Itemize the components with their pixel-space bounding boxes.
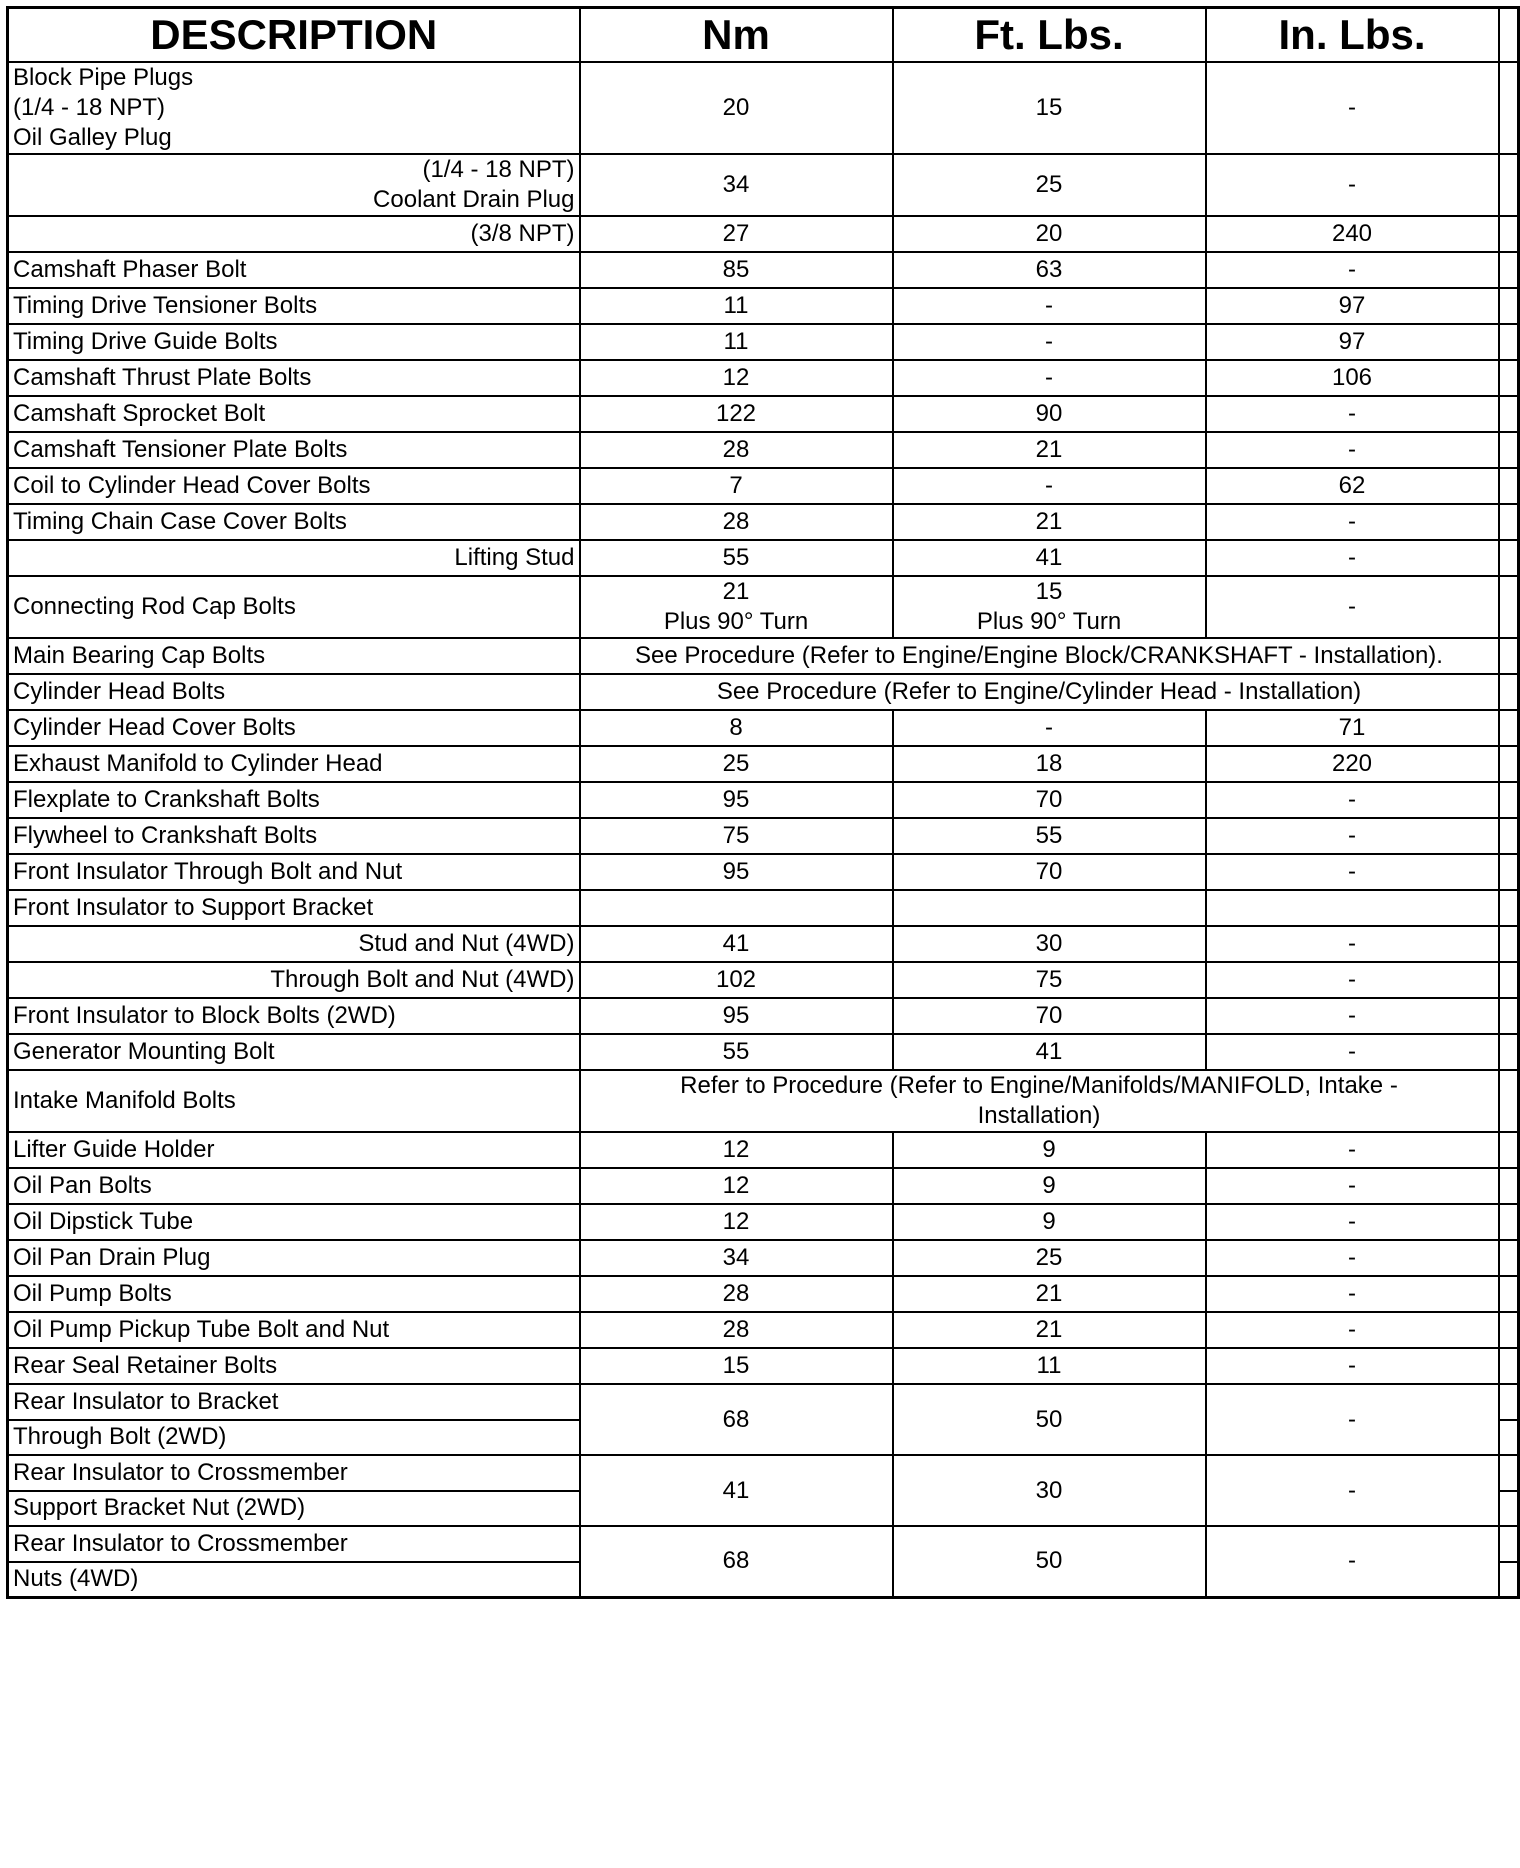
row-procedure-note-line: Refer to Procedure (Refer to Engine/Manifolds/MANIFOLD, Intake - [680, 1072, 1398, 1099]
table-row [8, 818, 1519, 854]
row-description [8, 746, 580, 782]
row-in-lbs: - [1206, 1204, 1499, 1240]
edge-cell [1499, 962, 1519, 998]
row-description-line: Main Bearing Cap Bolts [13, 642, 266, 669]
header-ft-lbs: Ft. Lbs. [893, 8, 1206, 63]
row-nm: 20 [580, 62, 893, 154]
row-description [8, 674, 580, 710]
row-ft-lbs: - [893, 288, 1206, 324]
row-ft-lbs: 21 [893, 432, 1206, 468]
table-row [8, 216, 1519, 252]
row-description-line: Front Insulator Through Bolt and Nut [13, 858, 403, 885]
row-description [8, 576, 580, 638]
edge-cell [1499, 1240, 1519, 1276]
row-description-line: Lifter Guide Holder [13, 1136, 215, 1163]
table-row [8, 468, 1519, 504]
edge-cell [1499, 576, 1519, 638]
edge-cell [1499, 360, 1519, 396]
row-description [8, 890, 580, 926]
edge-cell [1499, 1526, 1519, 1562]
edge-cell [1499, 998, 1519, 1034]
row-ft-lbs: 25 [893, 1240, 1206, 1276]
row-description-line: Oil Galley Plug [13, 124, 172, 151]
row-description [8, 288, 580, 324]
row-in-lbs: 62 [1206, 468, 1499, 504]
row-ft-lbs: 70 [893, 998, 1206, 1034]
edge-cell [1499, 746, 1519, 782]
header-description: DESCRIPTION [8, 8, 580, 63]
edge-cell [1499, 926, 1519, 962]
row-description-line: Camshaft Thrust Plate Bolts [13, 364, 312, 391]
row-nm: 34 [580, 1240, 893, 1276]
table-row [8, 1168, 1519, 1204]
table-row [8, 1276, 1519, 1312]
row-description-line: (1/4 - 18 NPT) [13, 94, 166, 121]
row-description-line: Coil to Cylinder Head Cover Bolts [13, 472, 371, 499]
row-nm: 7 [580, 468, 893, 504]
row-nm: 85 [580, 252, 893, 288]
row-in-lbs: - [1206, 396, 1499, 432]
row-nm: 15 [580, 1348, 893, 1384]
row-description-line: Block Pipe Plugs [13, 64, 194, 91]
row-procedure-note-line: See Procedure (Refer to Engine/Cylinder Head - Installation) [716, 678, 1362, 705]
row-ft-lbs: 41 [893, 540, 1206, 576]
row-description [8, 1132, 580, 1168]
row-ft-lbs: 50 [893, 1384, 1206, 1455]
row-description-line: (3/8 NPT) [470, 220, 575, 247]
edge-cell [1499, 1070, 1519, 1132]
header-edge-cell [1499, 8, 1519, 63]
row-description-line: Camshaft Tensioner Plate Bolts [13, 436, 348, 463]
table-row [8, 1455, 1519, 1491]
row-nm: 11 [580, 288, 893, 324]
table-row [8, 998, 1519, 1034]
row-ft-lbs: 50 [893, 1526, 1206, 1597]
header-nm: Nm [580, 8, 893, 63]
row-description [8, 1034, 580, 1070]
row-description [8, 1526, 580, 1562]
row-description-line: Front Insulator to Support Bracket [13, 894, 374, 921]
edge-cell [1499, 1312, 1519, 1348]
row-nm: 28 [580, 432, 893, 468]
edge-cell [1499, 782, 1519, 818]
table-row [8, 1240, 1519, 1276]
row-description [8, 1455, 580, 1491]
table-row [8, 360, 1519, 396]
table-row [8, 746, 1519, 782]
row-nm: 55 [580, 540, 893, 576]
row-in-lbs: - [1206, 1348, 1499, 1384]
row-description [8, 396, 580, 432]
row-in-lbs: - [1206, 962, 1499, 998]
edge-cell [1499, 818, 1519, 854]
table-row [8, 782, 1519, 818]
row-description [8, 962, 580, 998]
row-nm: 41 [580, 926, 893, 962]
table-row [8, 1070, 1519, 1132]
row-description-line: Front Insulator to Block Bolts (2WD) [13, 1002, 396, 1029]
row-nm: 68 [580, 1384, 893, 1455]
row-description-line: Generator Mounting Bolt [13, 1038, 275, 1065]
row-ft-lbs: 9 [893, 1204, 1206, 1240]
row-description-line: Oil Dipstick Tube [13, 1208, 194, 1235]
row-ft-lbs: - [893, 324, 1206, 360]
table-row [8, 1348, 1519, 1384]
table-row [8, 432, 1519, 468]
row-description-line: Camshaft Sprocket Bolt [13, 400, 266, 427]
row-ft-lbs: 9 [893, 1132, 1206, 1168]
edge-cell [1499, 890, 1519, 926]
row-in-lbs: - [1206, 432, 1499, 468]
row-ft-lbs: 70 [893, 782, 1206, 818]
edge-cell [1499, 1276, 1519, 1312]
row-description-line: Intake Manifold Bolts [13, 1087, 236, 1114]
row-description-continued: Nuts (4WD) [8, 1562, 580, 1598]
table-row [8, 674, 1519, 710]
row-description [8, 252, 580, 288]
edge-cell [1499, 1168, 1519, 1204]
row-description-line: Oil Pump Pickup Tube Bolt and Nut [13, 1316, 390, 1343]
table-row [8, 62, 1519, 154]
row-description-line: (1/4 - 18 NPT) [422, 156, 575, 183]
edge-cell [1499, 468, 1519, 504]
edge-cell [1499, 1384, 1519, 1420]
row-in-lbs: - [1206, 1034, 1499, 1070]
row-description [8, 1384, 580, 1420]
row-in-lbs: 240 [1206, 216, 1499, 252]
row-description-line: Stud and Nut (4WD) [358, 930, 575, 957]
row-description-line: Timing Drive Tensioner Bolts [13, 292, 318, 319]
row-in-lbs: - [1206, 1168, 1499, 1204]
row-nm: 8 [580, 710, 893, 746]
row-in-lbs: - [1206, 504, 1499, 540]
table-row [8, 1384, 1519, 1420]
edge-cell [1499, 324, 1519, 360]
row-ft-lbs: - [893, 360, 1206, 396]
edge-cell [1499, 396, 1519, 432]
row-ft-lbs: 30 [893, 1455, 1206, 1526]
table-body [8, 62, 1519, 1597]
row-nm: 28 [580, 1312, 893, 1348]
row-in-lbs: 71 [1206, 710, 1499, 746]
row-in-lbs: - [1206, 1384, 1499, 1455]
row-in-lbs: - [1206, 154, 1499, 216]
row-in-lbs: - [1206, 782, 1499, 818]
row-nm: 75 [580, 818, 893, 854]
row-nm: 102 [580, 962, 893, 998]
row-description-line: Oil Pan Drain Plug [13, 1244, 211, 1271]
table-row [8, 926, 1519, 962]
row-ft-lbs: 15 [893, 62, 1206, 154]
row-description [8, 638, 580, 674]
row-procedure-note [580, 638, 1499, 674]
row-nm: 68 [580, 1526, 893, 1597]
row-description [8, 62, 580, 154]
row-description-line: Cylinder Head Bolts [13, 678, 226, 705]
row-description-line: Coolant Drain Plug [373, 186, 575, 213]
row-in-lbs: - [1206, 854, 1499, 890]
row-description [8, 432, 580, 468]
row-description [8, 926, 580, 962]
row-description [8, 710, 580, 746]
edge-cell [1499, 288, 1519, 324]
row-ft-lbs: 41 [893, 1034, 1206, 1070]
torque-spec-table [6, 6, 1520, 1599]
row-ft-lbs: - [893, 710, 1206, 746]
row-description [8, 360, 580, 396]
row-ft-lbs: 21 [893, 504, 1206, 540]
edge-cell [1499, 854, 1519, 890]
table-row [8, 1204, 1519, 1240]
table-row [8, 890, 1519, 926]
edge-cell [1499, 1420, 1519, 1456]
row-nm [580, 890, 893, 926]
table-row [8, 324, 1519, 360]
row-description-line: Rear Insulator to Crossmember [13, 1458, 348, 1486]
edge-cell [1499, 1348, 1519, 1384]
row-description [8, 216, 580, 252]
row-ft-lbs: 21 [893, 1312, 1206, 1348]
row-nm: 12 [580, 1204, 893, 1240]
row-nm: 55 [580, 1034, 893, 1070]
row-ft-lbs: 18 [893, 746, 1206, 782]
row-description-line: Oil Pump Bolts [13, 1280, 172, 1307]
row-in-lbs: - [1206, 926, 1499, 962]
row-description-line: Exhaust Manifold to Cylinder Head [13, 750, 383, 777]
edge-cell [1499, 154, 1519, 216]
row-ft-lbs [893, 890, 1206, 926]
row-in-lbs: - [1206, 252, 1499, 288]
row-ft-lbs: 25 [893, 154, 1206, 216]
row-ft-lbs: 20 [893, 216, 1206, 252]
row-in-lbs: - [1206, 576, 1499, 638]
row-in-lbs: 220 [1206, 746, 1499, 782]
row-description-line: Lifting Stud [454, 544, 575, 571]
edge-cell [1499, 1455, 1519, 1491]
row-nm: 11 [580, 324, 893, 360]
table-row [8, 1526, 1519, 1562]
table-row [8, 962, 1519, 998]
edge-cell [1499, 1562, 1519, 1598]
row-nm: 28 [580, 504, 893, 540]
table-row [8, 1312, 1519, 1348]
edge-cell [1499, 674, 1519, 710]
edge-cell [1499, 1491, 1519, 1527]
table-row [8, 1132, 1519, 1168]
row-nm: 25 [580, 746, 893, 782]
row-in-lbs: - [1206, 1312, 1499, 1348]
row-description [8, 324, 580, 360]
row-procedure-note-line: Installation) [977, 1102, 1101, 1129]
row-nm: 34 [580, 154, 893, 216]
table-row [8, 1034, 1519, 1070]
row-nm: 41 [580, 1455, 893, 1526]
table-row [8, 854, 1519, 890]
row-description-line: Timing Drive Guide Bolts [13, 328, 278, 355]
row-nm: 12 [580, 1168, 893, 1204]
row-in-lbs: - [1206, 1240, 1499, 1276]
table-row [8, 396, 1519, 432]
row-in-lbs: - [1206, 62, 1499, 154]
row-nm-line: Plus 90° Turn [663, 608, 809, 635]
edge-cell [1499, 710, 1519, 746]
row-description [8, 1204, 580, 1240]
table-row [8, 576, 1519, 638]
row-nm: 27 [580, 216, 893, 252]
row-description [8, 504, 580, 540]
row-nm: 122 [580, 396, 893, 432]
row-nm: 12 [580, 360, 893, 396]
row-ft-lbs: 75 [893, 962, 1206, 998]
row-description-line: Rear Insulator to Bracket [13, 1387, 279, 1415]
edge-cell [1499, 252, 1519, 288]
row-description-continued: Support Bracket Nut (2WD) [8, 1491, 580, 1527]
edge-cell [1499, 638, 1519, 674]
edge-cell [1499, 1204, 1519, 1240]
row-in-lbs: 97 [1206, 324, 1499, 360]
row-nm-line: 21 [722, 578, 750, 605]
edge-cell [1499, 540, 1519, 576]
row-nm: 95 [580, 854, 893, 890]
row-in-lbs: - [1206, 1526, 1499, 1597]
table-row [8, 710, 1519, 746]
table-row [8, 288, 1519, 324]
row-nm: 95 [580, 782, 893, 818]
row-description-line: Oil Pan Bolts [13, 1172, 152, 1199]
row-description [8, 540, 580, 576]
row-description-line: Timing Chain Case Cover Bolts [13, 508, 347, 535]
row-procedure-note-line: See Procedure (Refer to Engine/Engine Block/CRANKSHAFT - Installation). [635, 642, 1443, 669]
row-nm [580, 576, 893, 638]
row-in-lbs: - [1206, 1276, 1499, 1312]
header-in-lbs: In. Lbs. [1206, 8, 1499, 63]
table-row [8, 540, 1519, 576]
edge-cell [1499, 1034, 1519, 1070]
row-description [8, 998, 580, 1034]
row-description [8, 782, 580, 818]
row-in-lbs: - [1206, 1132, 1499, 1168]
row-procedure-note [580, 674, 1499, 710]
row-in-lbs [1206, 890, 1499, 926]
row-description [8, 154, 580, 216]
row-ft-lbs: 11 [893, 1348, 1206, 1384]
edge-cell [1499, 62, 1519, 154]
row-procedure-note [580, 1070, 1499, 1132]
row-description [8, 1312, 580, 1348]
row-description [8, 1240, 580, 1276]
edge-cell [1499, 504, 1519, 540]
row-description [8, 1168, 580, 1204]
row-description-line: Rear Insulator to Crossmember [13, 1529, 348, 1557]
row-description [8, 1070, 580, 1132]
row-description [8, 468, 580, 504]
row-ft-lbs: - [893, 468, 1206, 504]
row-description-line: Through Bolt and Nut (4WD) [270, 966, 575, 993]
row-description-line: Camshaft Phaser Bolt [13, 256, 247, 283]
row-description [8, 818, 580, 854]
header-row [8, 8, 1519, 63]
row-ft-lbs: 63 [893, 252, 1206, 288]
table-row [8, 252, 1519, 288]
row-description-line: Cylinder Head Cover Bolts [13, 714, 296, 741]
row-ft-lbs: 9 [893, 1168, 1206, 1204]
row-nm: 95 [580, 998, 893, 1034]
row-in-lbs: - [1206, 818, 1499, 854]
edge-cell [1499, 432, 1519, 468]
row-ft-lbs [893, 576, 1206, 638]
row-in-lbs: 97 [1206, 288, 1499, 324]
row-description-line: Flywheel to Crankshaft Bolts [13, 822, 318, 849]
edge-cell [1499, 216, 1519, 252]
row-in-lbs: - [1206, 1455, 1499, 1526]
row-ft-lbs: 55 [893, 818, 1206, 854]
table-row [8, 504, 1519, 540]
row-nm: 12 [580, 1132, 893, 1168]
row-in-lbs: - [1206, 540, 1499, 576]
row-in-lbs: - [1206, 998, 1499, 1034]
row-description [8, 1276, 580, 1312]
table-row [8, 154, 1519, 216]
edge-cell [1499, 1132, 1519, 1168]
row-nm: 28 [580, 1276, 893, 1312]
row-ft-lbs: 21 [893, 1276, 1206, 1312]
row-description [8, 854, 580, 890]
row-ft-lbs-line: 15 [1035, 578, 1063, 605]
row-ft-lbs: 90 [893, 396, 1206, 432]
table-row [8, 638, 1519, 674]
row-description-line: Rear Seal Retainer Bolts [13, 1352, 278, 1379]
row-description-line: Flexplate to Crankshaft Bolts [13, 786, 320, 813]
row-ft-lbs: 30 [893, 926, 1206, 962]
row-description-line: Connecting Rod Cap Bolts [13, 593, 296, 620]
row-ft-lbs-line: Plus 90° Turn [976, 608, 1122, 635]
row-description-continued: Through Bolt (2WD) [8, 1420, 580, 1456]
row-description [8, 1348, 580, 1384]
row-in-lbs: 106 [1206, 360, 1499, 396]
row-ft-lbs: 70 [893, 854, 1206, 890]
